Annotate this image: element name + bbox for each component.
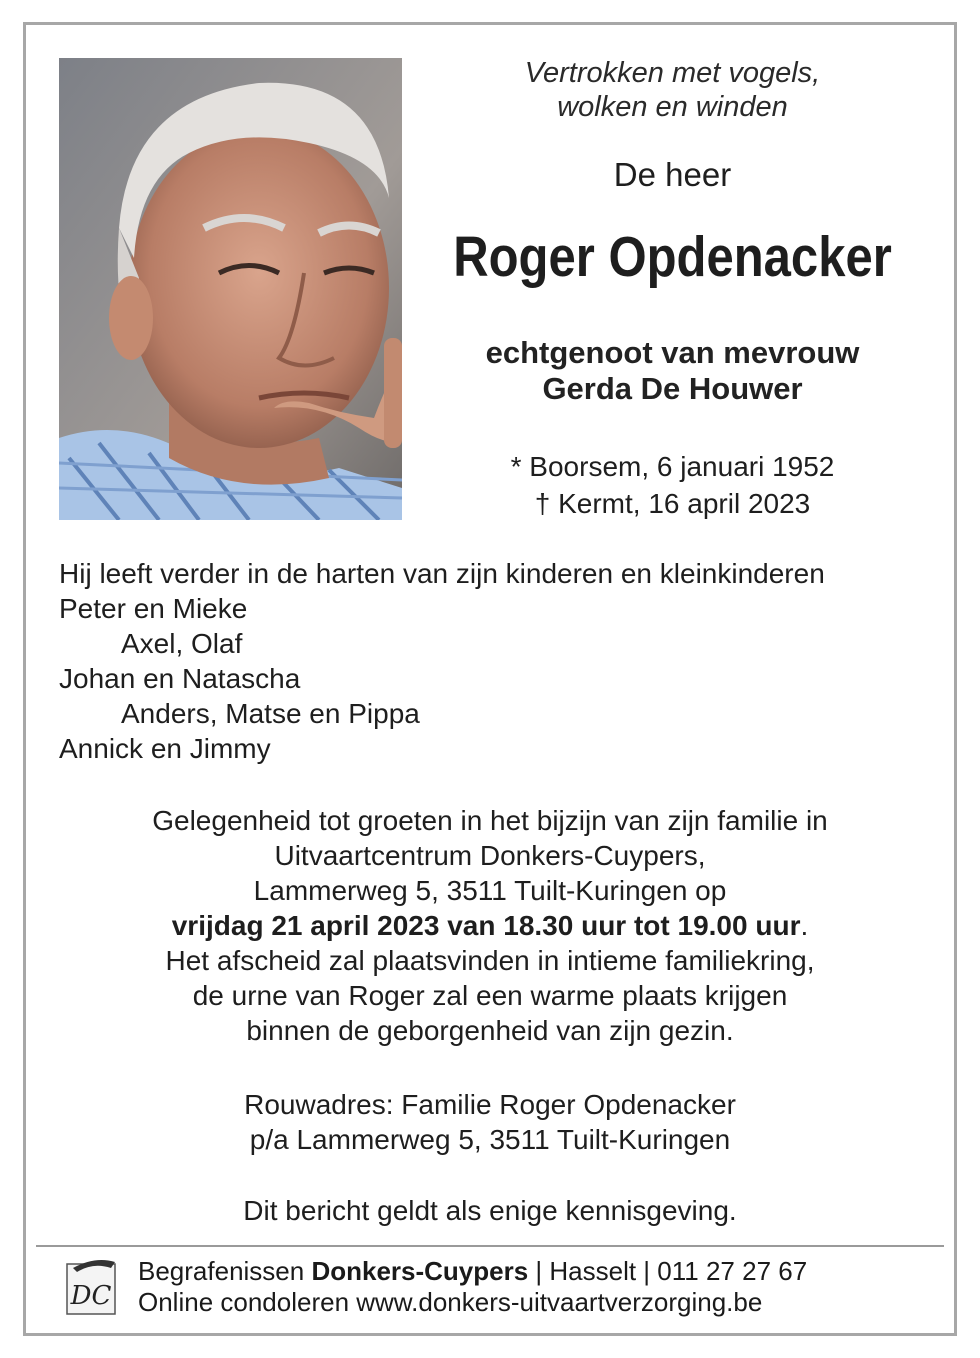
footer-divider: [36, 1245, 944, 1247]
spouse: [410, 335, 935, 407]
visitation-date: [40, 908, 940, 943]
visitation-line: Het afscheid zal plaatsvinden in intieme familiekring,: [165, 945, 815, 976]
logo-letters: DC: [70, 1281, 112, 1311]
visitation-line: Uitvaartcentrum Donkers-Cuypers,: [274, 840, 706, 871]
deceased-name: Roger Opdenacker: [453, 225, 892, 289]
death-date: † Kermt, 16 april 2023: [534, 488, 811, 519]
company-name: Donkers-Cuypers: [311, 1256, 529, 1286]
notice-text: Dit bericht geldt als enige kennisgeving.: [243, 1195, 737, 1226]
family-line: Johan en Natascha: [59, 663, 301, 694]
family-line: Anders, Matse en Pippa: [121, 698, 420, 729]
birth-date: * Boorsem, 6 januari 1952: [510, 451, 835, 482]
visitation-date-suffix: .: [800, 910, 809, 941]
visitation-line: Gelegenheid tot groeten in het bijzijn van zijn familie in: [152, 805, 828, 836]
footer-line-1: [138, 1256, 807, 1287]
motto: [410, 56, 935, 124]
family-line: Peter en Mieke: [59, 593, 248, 624]
spouse-line-2: Gerda De Houwer: [542, 371, 803, 406]
family-line: Axel, Olaf: [121, 628, 243, 659]
name-prefix: De heer: [613, 156, 732, 193]
motto-line-1: Vertrokken met vogels,: [524, 57, 821, 89]
portrait-photo: [59, 58, 402, 520]
family-line: Annick en Jimmy: [59, 733, 271, 764]
visitation-date-bold: vrijdag 21 april 2023 van 18.30 uur tot 19.00 uur: [171, 910, 801, 941]
address-line-1: Rouwadres: Familie Roger Opdenacker: [244, 1089, 736, 1120]
footer-contact: | Hasselt | 011 27 27 67: [528, 1256, 808, 1286]
spouse-line-1: echtgenoot van mevrouw: [485, 335, 860, 370]
visitation-info: [40, 803, 940, 1048]
footer-prefix: Begrafenissen: [138, 1256, 312, 1286]
motto-line-2: wolken en winden: [557, 91, 788, 123]
family-intro: Hij leeft verder in de harten van zijn kinderen en kleinkinderen: [59, 558, 825, 589]
footer-condolence-link[interactable]: Online condoleren www.donkers-uitvaartverzorging.be: [138, 1287, 763, 1317]
address-line-2: p/a Lammerweg 5, 3511 Tuilt-Kuringen: [249, 1124, 731, 1155]
family-list: [59, 556, 939, 766]
visitation-line: binnen de geborgenheid van zijn gezin.: [246, 1015, 734, 1046]
funeral-home-logo: [65, 1258, 119, 1316]
life-dates: [410, 448, 935, 522]
mourning-address: [40, 1087, 940, 1157]
visitation-line: Lammerweg 5, 3511 Tuilt-Kuringen op: [253, 875, 727, 906]
footer: [138, 1256, 807, 1318]
visitation-line: de urne van Roger zal een warme plaats krijgen: [192, 980, 788, 1011]
